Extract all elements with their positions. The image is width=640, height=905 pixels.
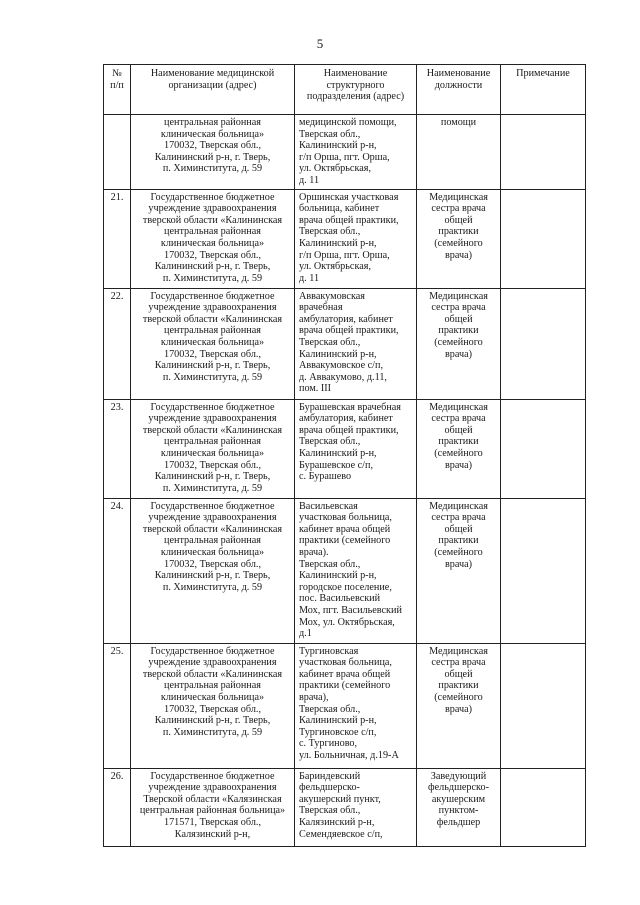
row-number: 26. — [104, 768, 131, 846]
row-organization: Государственное бюджетное учреждение здравоохранения тверской области «Калининская центральная районная клиническая больница» 170032, Тверская обл., Калининский р-н, г. Тверь, п. Химинститута, д. 59 — [131, 498, 295, 643]
row-organization: центральная районная клиническая больница» 170032, Тверская обл., Калининский р-н, г. Тверь, п. Химинститута, д. 59 — [131, 115, 295, 190]
table-row — [104, 288, 586, 399]
table-row — [104, 399, 586, 498]
row-number: 21. — [104, 189, 131, 288]
row-unit: Оршинская участковая больница, кабинет врача общей практики, Тверская обл., Калининский р-н, г/п Орша, пгт. Орша, ул. Октябрьская, д. 11 — [295, 189, 417, 288]
row-number — [104, 115, 131, 190]
row-note — [501, 643, 586, 768]
row-note — [501, 399, 586, 498]
row-note — [501, 189, 586, 288]
row-note — [501, 115, 586, 190]
row-position: помощи — [417, 115, 501, 190]
page-number: 5 — [316, 36, 324, 51]
header-organization: Наименование медицинской организации (адрес) — [131, 65, 295, 115]
row-number: 24. — [104, 498, 131, 643]
row-unit: Бурашевская врачебная амбулатория, кабинет врача общей практики, Тверская обл., Калининский р-н, Бурашевское с/п, с. Бурашево — [295, 399, 417, 498]
row-position: Медицинская сестра врача общей практики (семейного врача) — [417, 189, 501, 288]
row-organization: Государственное бюджетное учреждение здравоохранения тверской области «Калининская центральная районная клиническая больница» 170032, Тверская обл., Калининский р-н, г. Тверь, п. Химинститута, д. 59 — [131, 189, 295, 288]
row-position: Заведующий фельдшерско- акушерским пунктом- фельдшер — [417, 768, 501, 846]
table-row — [104, 768, 586, 846]
table-row — [104, 643, 586, 768]
row-unit: медицинской помощи, Тверская обл., Калининский р-н, г/п Орша, пгт. Орша, ул. Октябрьская, д. 11 — [295, 115, 417, 190]
row-number: 25. — [104, 643, 131, 768]
table-row — [104, 189, 586, 288]
positions-table — [103, 64, 586, 847]
row-position: Медицинская сестра врача общей практики (семейного врача) — [417, 288, 501, 399]
header-number: № п/п — [104, 65, 131, 115]
row-number: 23. — [104, 399, 131, 498]
table-header-row — [104, 65, 586, 115]
row-organization: Государственное бюджетное учреждение здравоохранения Тверской области «Калязинская центральная районная больница» 171571, Тверская обл., Калязинский р-н, — [131, 768, 295, 846]
table-row — [104, 498, 586, 643]
row-organization: Государственное бюджетное учреждение здравоохранения тверской области «Калининская центральная районная клиническая больница» 170032, Тверская обл., Калининский р-н, г. Тверь, п. Химинститута, д. 59 — [131, 643, 295, 768]
row-position: Медицинская сестра врача общей практики (семейного врача) — [417, 498, 501, 643]
row-unit: Васильевская участковая больница, кабинет врача общей практики (семейного врача). Тверская обл., Калининский р-н, городское поселение, пос. Васильевский Мох, пгт. Васильевский Мох, ул. Октябрьская, д.1 — [295, 498, 417, 643]
row-note — [501, 498, 586, 643]
row-number: 22. — [104, 288, 131, 399]
row-unit: Аввакумовская врачебная амбулатория, кабинет врача общей практики, Тверская обл., Калининский р-н, Аввакумовское с/п, д. Аввакумово, д.11, пом. III — [295, 288, 417, 399]
header-position: Наименование должности — [417, 65, 501, 115]
row-note — [501, 768, 586, 846]
row-unit: Тургиновская участковая больница, кабинет врача общей практики (семейного врача), Тверская обл., Калининский р-н, Тургиновское с/п, с. Тургиново, ул. Больничная, д.19-А — [295, 643, 417, 768]
header-unit: Наименование структурного подразделения (адрес) — [295, 65, 417, 115]
header-note: Примечание — [501, 65, 586, 115]
table-row — [104, 115, 586, 190]
row-organization: Государственное бюджетное учреждение здравоохранения тверской области «Калининская центральная районная клиническая больница» 170032, Тверская обл., Калининский р-н, г. Тверь, п. Химинститута, д. 59 — [131, 288, 295, 399]
row-position: Медицинская сестра врача общей практики (семейного врача) — [417, 399, 501, 498]
row-position: Медицинская сестра врача общей практики (семейного врача) — [417, 643, 501, 768]
row-note — [501, 288, 586, 399]
row-organization: Государственное бюджетное учреждение здравоохранения тверской области «Калининская центральная районная клиническая больница» 170032, Тверская обл., Калининский р-н, г. Тверь, п. Химинститута, д. 59 — [131, 399, 295, 498]
row-unit: Бариндевский фельдшерско- акушерский пункт, Тверская обл., Калязинский р-н, Семендяевское с/п, — [295, 768, 417, 846]
